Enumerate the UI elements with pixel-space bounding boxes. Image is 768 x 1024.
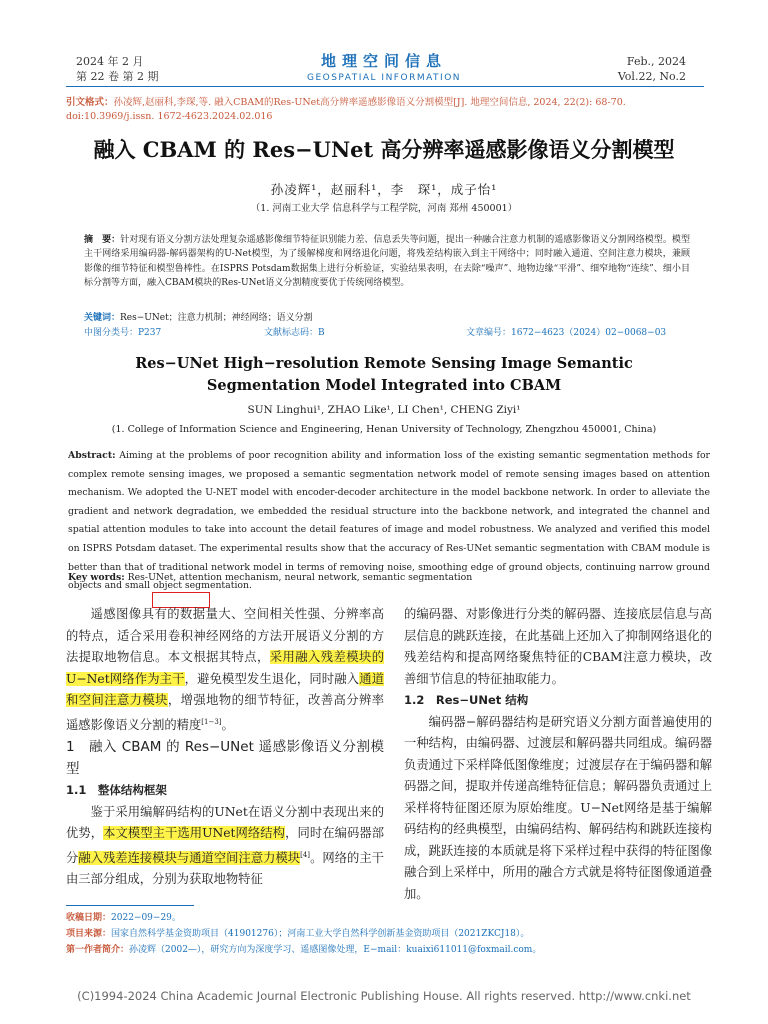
title-en-line1: Res−UNet High−resolution Remote Sensing Image Semantic: [135, 355, 633, 372]
abstract-cn-text: 针对现有语义分割方法处理复杂遥感影像细节特征识别能力差、信息丢失等问题，提出一种融合注意力机制的遥感影像语义分割网络模型。模型主干网络采用编码器-解码器架构的U-Net模型，为了缓解梯度和网络退化问题，将残差结构嵌入到主干网络中；同时融入通道、空间注意力模块，兼顾影像的细节特征和模型鲁棒性。在ISPRS Potsdam数据集上进行分析验证，实验结果表明，在去除“噪声”、地物边缘“平滑”、细窄地物“连续”、细小目标分割等方面，融入CBAM模块的Res-UNet语义分割精度要优于传统网络模型。: [84, 235, 690, 289]
authors-en: SUN Linghui¹, ZHAO Like¹, LI Chen¹, CHENG Ziyi¹: [247, 404, 521, 416]
subsection-1-2-heading: 1.2 Res−UNet 结构: [404, 693, 529, 707]
abstract-en-label: Abstract:: [68, 450, 116, 461]
funding-label: 项目来源：: [66, 929, 112, 939]
title-en-line2: Segmentation Model Integrated into CBAM: [206, 377, 562, 394]
abstract-cn: [84, 233, 690, 291]
highlight-attention[interactable]: 通道和空间注意力模块: [66, 671, 384, 707]
abstract-en-text: Aiming at the problems of poor recognition ability and information loss of the existing semantic segmentation methods for complex remote sensing images, we proposed a semantic segmentation network model of remote sensing images based on attention mechanism. We adopted the U-NET model with encoder-decoder architecture in the model backbone network. In order to alleviate the gradient and network degradation, we embedded the residual structure into the backbone network, and integrated the channel and spatial attention modules to take into account the detail features of image and model robustness. We analyzed and verified this model on ISPRS Potsdam dataset. The experimental results show that the accuracy of Res-UNet semantic segmentation with CBAM module is better than that of traditional network model in terms of removing noise, smoothing edge of ground objects, continuing narrow ground objects and small object segmentation.: [68, 450, 710, 592]
ref-1-3[interactable]: [1−3]: [201, 717, 222, 726]
highlight-backbone[interactable]: 采用融入残差模块的U−Net网络作为主干: [66, 650, 384, 686]
citation-text[interactable]: 孙凌辉,赵丽科,李琛,等. 融入CBAM的Res-UNet高分辨率遥感影像语义分割模型[J]. 地理空间信息, 2024, 22(2): 68-70. doi:10.3969/j.issn. 1672-4623.2024.02.016: [66, 97, 626, 122]
framework-text-b: ，同时在编码器部分: [66, 826, 384, 865]
footnote-divider: [66, 905, 194, 906]
issue-date-cn: 2024 年 2 月: [76, 55, 144, 68]
received-value: 2022−09−29。: [111, 913, 181, 923]
received-date: [66, 910, 716, 926]
volume-cn: 第 22 卷 第 2 期: [76, 70, 159, 83]
keywords-en-text: Res-UNet, attention mechanism, neural network, semantic segmentation: [124, 572, 473, 583]
header-divider: [66, 86, 704, 87]
first-author-label: 第一作者简介：: [66, 945, 130, 955]
paper-title-cn: 融入 CBAM 的 Res−UNet 高分辨率遥感影像语义分割模型: [93, 137, 675, 162]
journal-name-cn: 地理空间信息: [320, 52, 447, 70]
abstract-cn-label: 摘 要：: [84, 235, 121, 245]
framework-paragraph: [66, 802, 384, 891]
affiliation-en: (1. College of Information Science and Engineering, Henan University of Technology, Zhengzhou 450001, China): [111, 424, 657, 435]
framework-continued: 的编码器、对影像进行分类的解码器、连接底层信息与高层信息的跳跃连接，在此基础上还加入了抑制网络退化的残差结构和提高网络聚焦特征的CBAM注意力模块，改善细节信息的特征抽取能力。: [404, 607, 712, 686]
footnotes: [66, 910, 716, 958]
highlight-residual[interactable]: 融入残差连接模块与通道空间注意力模块: [78, 850, 301, 865]
affiliation-cn: （1. 河南工业大学 信息科学与工程学院，河南 郑州 450001）: [250, 203, 518, 214]
journal-name-en: GEOSPATIAL INFORMATION: [306, 73, 462, 83]
framework-text-a: 鉴于采用编解码结构的UNet在语义分割中表现出来的优势，: [66, 804, 384, 841]
volume-en: Vol.22, No.2: [617, 70, 686, 83]
keywords-cn-text: Res−UNet；注意力机制；神经网络；语义分割: [120, 313, 313, 323]
header-right: [618, 54, 686, 84]
keywords-en-label: Key words:: [68, 572, 125, 583]
article-number: 文章编号：1672−4623（2024）02−0068−03: [466, 328, 667, 338]
keywords-cn: [84, 310, 690, 323]
document-code: 文献标志码：B: [264, 328, 325, 338]
clc-number: 中图分类号：P237: [84, 328, 162, 338]
received-label: 收稿日期：: [66, 913, 112, 923]
citation-label: 引文格式：: [66, 97, 114, 108]
classification-row: [84, 325, 690, 339]
intro-text-d: 。: [221, 717, 234, 732]
subsection-1-1-heading: 1.1 整体结构框架: [66, 783, 167, 798]
funding: [66, 926, 716, 942]
keywords-cn-label: 关键词：: [84, 313, 121, 323]
ref-4[interactable]: [4]: [300, 850, 311, 859]
citation-format: [66, 96, 706, 124]
intro-text-a: 遥感图像具有的数据量大、空间相关性强、分辨率高的特点，适合采用卷积神经网络的方法开展语义分割的方法提取地物信息。本文根据其特点，: [66, 607, 384, 664]
body-left-column: [66, 604, 384, 891]
copyright-footer: (C)1994-2024 China Academic Journal Electronic Publishing House. All rights reserved. http://www.cnki.net: [77, 989, 691, 1003]
first-author-value[interactable]: 孙凌辉（2002—），研究方向为深度学习、遥感图像处理，E−mail：kuaixi611011@foxmail.com。: [129, 945, 542, 955]
paper-title-en: [0, 353, 768, 397]
intro-text-b: ，避免模型发生退化，同时融入: [184, 671, 360, 686]
section-1-heading: 1 融入 CBAM 的 Res−UNet 遥感影像语义分割模型: [66, 739, 384, 778]
intro-paragraph: [66, 604, 384, 736]
keywords-en: [68, 572, 710, 583]
authors-cn: 孙凌辉¹，赵丽科¹，李 琛¹，成子怡¹: [270, 182, 498, 197]
first-author: [66, 942, 716, 958]
resunet-paragraph: 编码器−解码器结构是研究语义分割方面普遍使用的一种结构，由编码器、过渡层和解码器共同组成。编码器负责通过下采样降低图像维度；过渡层存在于编码器和解码器之间，提取并传递高维特征信息；解码器负责通过上采样将特征图还原为原始维度。U−Net网络是基于编解码结构的经典模型，由编码结构、解码结构和跳跃连接构成，跳跃连接的本质就是将下采样过程中获得的特征图像融合到上采样中，所用的融合方式就是将特征图像通道叠加。: [404, 714, 712, 901]
issue-date-en: Feb., 2024: [626, 55, 686, 68]
framework-text-c: 。网络的主干由三部分组成，分别为获取地物特征: [66, 850, 384, 887]
body-right-column: [404, 604, 712, 905]
funding-value: 国家自然科学基金资助项目（41901276）；河南工业大学自然科学创新基金资助项目（2021ZKCJ18）。: [111, 929, 530, 939]
highlight-unet[interactable]: 本文模型主干选用UNet网络结构: [103, 826, 286, 841]
intro-text-c: ，增强地物的细节特征，改善高分辨率遥感影像语义分割的精度: [66, 693, 384, 732]
